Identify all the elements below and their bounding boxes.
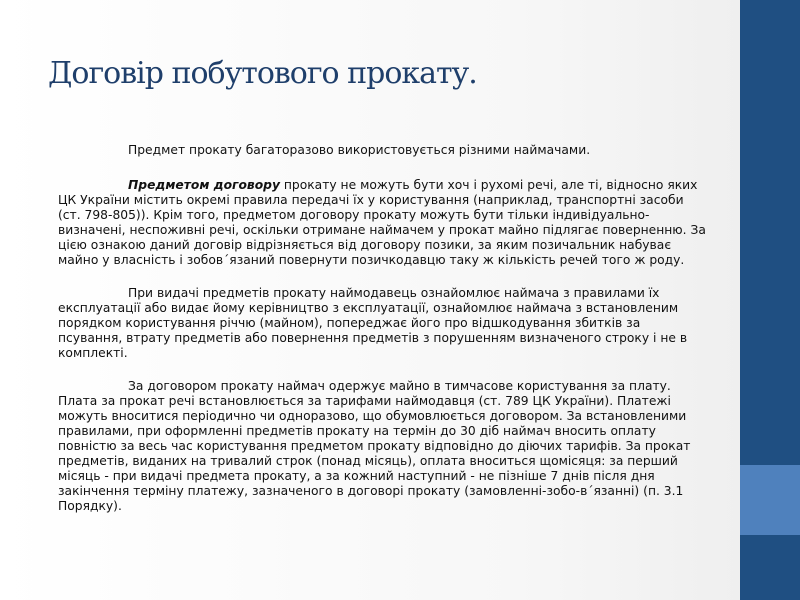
right-accent-block — [740, 465, 800, 535]
paragraph-3 — [58, 286, 708, 361]
slide-title: Договір побутового прокату. — [48, 56, 477, 91]
paragraph-4 — [58, 379, 708, 514]
paragraph-2 — [58, 178, 708, 268]
paragraph-1-text: Предмет прокату багаторазово використовується різними наймачами. — [128, 143, 591, 157]
paragraph-1 — [58, 143, 708, 158]
paragraph-2-text: прокату не можуть бути хоч і рухомі речі, але ті, відносно яких ЦК України містить окремі правила передачі їх у користування (наприклад, транспортні засоби (ст. 798-805)). Крім того, предметом договору прокату можуть бути тільки індивідуально-визначені, неспоживні речі, оскільки отримане наймачем у прокат майно підлягає поверненню. За цією ознакою даний договір відрізняється від договору позики, за яким позичальник набуває майно у власність і зобов´язаний повернути позичкодавцю таку ж кількість речей того ж роду. — [58, 178, 706, 267]
paragraph-2-emphasis: Предметом договору — [128, 178, 280, 192]
paragraph-4-text: За договором прокату наймач одержує майно в тимчасове користування за плату. Плата за прокат речі встановлюється за тарифами наймодавця (ст. 789 ЦК України). Платежі можуть вноситися періодично чи одноразово, що обумовлюється договором. За встановленими правилами, при оформленні предметів прокату на термін до 30 діб наймач вносить оплату повністю за весь час користування предметом прокату відповідно до діючих тарифів. За прокат предметів, виданих на тривалий строк (понад місяць), оплата вноситься щомісяця: за перший місяць - при видачі предмета прокату, а за кожний наступний - не пізніше 7 днів після дня закінчення терміну платежу, зазначеного в договорі прокату (замовленні-зобо-в´язанні) (п. 3.1 Порядку). — [58, 379, 691, 513]
slide-body — [58, 143, 708, 532]
paragraph-3-text: При видачі предметів прокату наймодавець ознайомлює наймача з правилами їх експлуатації або видає йому керівництво з експлуатації, ознайомлює наймача з встановленим порядком користування річчю (майном), попереджає його про відшкодування збитків за псування, втрату предметів або повернення предметів з порушенням визначеного строку і не в комплекті. — [58, 286, 688, 360]
